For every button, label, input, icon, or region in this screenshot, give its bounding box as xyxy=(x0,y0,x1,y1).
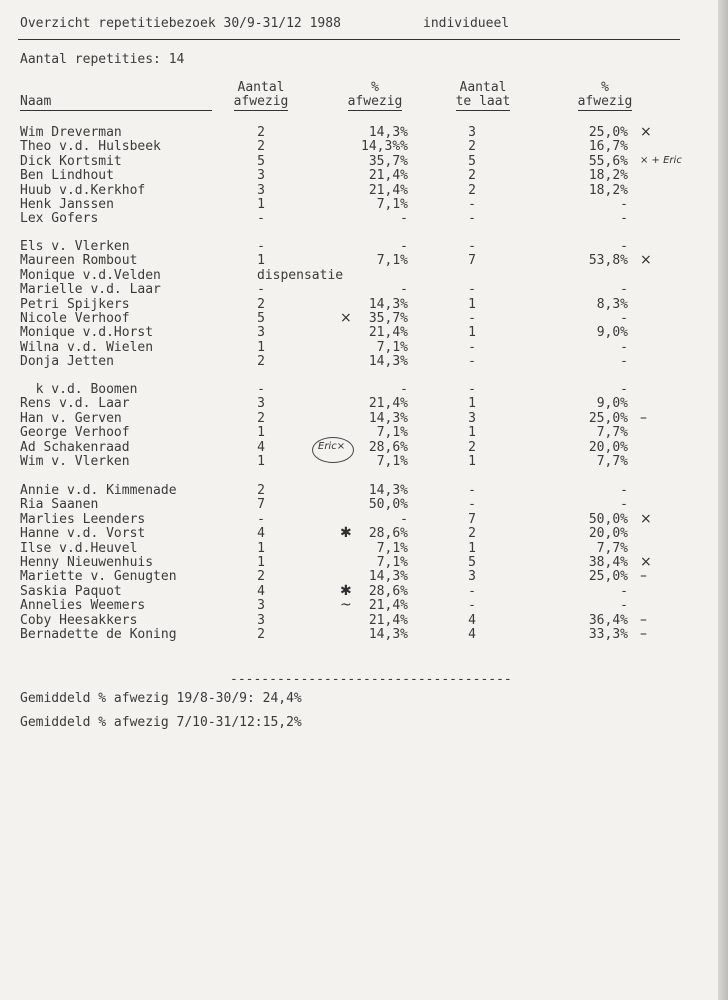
absent-count: 2 xyxy=(257,569,265,584)
absent-percent: 21,4% xyxy=(368,183,408,198)
absent-percent: 21,4% xyxy=(368,325,408,340)
late-percent: - xyxy=(620,340,628,355)
absent-count: 3 xyxy=(257,598,265,613)
late-percent: - xyxy=(620,197,628,212)
absent-percent: 7,1% xyxy=(376,541,408,556)
absent-percent: 14,3% xyxy=(368,483,408,498)
absent-count: - xyxy=(257,512,265,527)
absent-count: 3 xyxy=(257,183,265,198)
late-count: - xyxy=(468,354,476,369)
handwritten-mark: – xyxy=(640,410,647,426)
column-header-naam: Naam xyxy=(20,95,212,111)
absent-percent: - xyxy=(400,282,408,297)
late-percent: 8,3% xyxy=(596,297,628,312)
late-count: - xyxy=(468,197,476,212)
absent-count: 5 xyxy=(257,311,265,326)
handwritten-circle xyxy=(312,437,354,463)
late-percent: - xyxy=(620,354,628,369)
absent-count: 3 xyxy=(257,613,265,628)
absent-percent: 14,3% xyxy=(368,125,408,140)
late-percent: 38,4% xyxy=(588,555,628,570)
absent-count: 1 xyxy=(257,454,265,469)
late-count: 2 xyxy=(468,526,476,541)
column-header-aantal-afwezig-1: Aantal xyxy=(237,80,285,95)
absent-count: 1 xyxy=(257,197,265,212)
member-name: Donja Jetten xyxy=(20,354,114,369)
late-percent: - xyxy=(620,311,628,326)
late-count: - xyxy=(468,483,476,498)
member-name: Coby Heesakkers xyxy=(20,613,138,628)
handwritten-mark: × xyxy=(340,310,352,326)
column-header-pct-afwezig-1: % xyxy=(371,80,379,95)
absent-percent: - xyxy=(400,211,408,226)
late-count: 1 xyxy=(468,454,476,469)
absent-percent: 7,1% xyxy=(376,340,408,355)
absent-count: 7 xyxy=(257,497,265,512)
member-name: Saskia Paquot xyxy=(20,584,122,599)
absent-percent: - xyxy=(400,512,408,527)
footer-average-1: Gemiddeld % afwezig 19/8-30/9: 24,4% xyxy=(20,691,302,706)
late-count: - xyxy=(468,211,476,226)
late-percent: 9,0% xyxy=(596,325,628,340)
column-header-aantal-te-laat-1: Aantal xyxy=(459,80,507,95)
member-name: Ilse v.d.Heuvel xyxy=(20,541,138,556)
handwritten-mark: Eric× xyxy=(318,441,346,452)
late-count: 4 xyxy=(468,627,476,642)
absent-percent: 7,1% xyxy=(376,253,408,268)
member-name: Bernadette de Koning xyxy=(20,627,177,642)
handwritten-mark: – xyxy=(640,568,647,584)
footer-average-2: Gemiddeld % afwezig 7/10-31/12:15,2% xyxy=(20,715,302,730)
late-count: - xyxy=(468,382,476,397)
member-name: Ben Lindhout xyxy=(20,168,114,183)
member-name: Mariette v. Genugten xyxy=(20,569,177,584)
late-percent: 18,2% xyxy=(588,168,628,183)
column-header-pct-te-laat-2: afwezig xyxy=(577,94,633,109)
member-name: Han v. Gerven xyxy=(20,411,122,426)
absent-count: 2 xyxy=(257,139,265,154)
member-name: Els v. Vlerken xyxy=(20,239,130,254)
column-header-pct-te-laat-1: % xyxy=(601,80,609,95)
absent-percent: 35,7% xyxy=(368,154,408,169)
handwritten-mark: ~ xyxy=(340,597,352,613)
member-name: Ad Schakenraad xyxy=(20,440,130,455)
absent-count: 2 xyxy=(257,411,265,426)
absent-count: - xyxy=(257,239,265,254)
absent-count: 1 xyxy=(257,425,265,440)
column-header-aantal-te-laat-2: te laat xyxy=(455,94,511,109)
late-percent: 25,0% xyxy=(588,411,628,426)
handwritten-mark: × xyxy=(640,511,652,527)
absent-count: 3 xyxy=(257,168,265,183)
member-name: k v.d. Boomen xyxy=(20,382,138,397)
late-count: 3 xyxy=(468,569,476,584)
handwritten-mark: × xyxy=(640,124,652,140)
absent-count: 2 xyxy=(257,125,265,140)
absent-percent: 14,3%% xyxy=(361,139,408,154)
absent-percent: 14,3% xyxy=(368,411,408,426)
member-name: Annelies Weemers xyxy=(20,598,146,613)
column-header-aantal-afwezig-2: afwezig xyxy=(233,94,289,109)
member-name: Dick Kortsmit xyxy=(20,154,122,169)
member-name: Annie v.d. Kimmenade xyxy=(20,483,177,498)
late-count: 1 xyxy=(468,325,476,340)
member-name: Hanne v.d. Vorst xyxy=(20,526,146,541)
scan-page-edge xyxy=(718,0,728,1000)
absent-count: 1 xyxy=(257,541,265,556)
absent-percent: 35,7% xyxy=(368,311,408,326)
handwritten-mark: × xyxy=(640,252,652,268)
member-name: Wim v. Vlerken xyxy=(20,454,130,469)
late-count: 3 xyxy=(468,125,476,140)
late-count: 1 xyxy=(468,297,476,312)
late-count: - xyxy=(468,598,476,613)
late-count: - xyxy=(468,311,476,326)
absent-count: 1 xyxy=(257,340,265,355)
late-count: 7 xyxy=(468,253,476,268)
late-percent: 7,7% xyxy=(596,425,628,440)
absent-count: - xyxy=(257,382,265,397)
late-percent: 36,4% xyxy=(588,613,628,628)
absent-percent: 7,1% xyxy=(376,197,408,212)
member-name: Henny Nieuwenhuis xyxy=(20,555,154,570)
absent-percent: 7,1% xyxy=(376,555,408,570)
absent-count: 1 xyxy=(257,555,265,570)
late-percent: 33,3% xyxy=(588,627,628,642)
handwritten-mark: – xyxy=(640,626,647,642)
absent-percent: - xyxy=(400,382,408,397)
absent-percent: 14,3% xyxy=(368,627,408,642)
handwritten-mark: × xyxy=(640,554,652,570)
late-percent: - xyxy=(620,211,628,226)
late-count: 2 xyxy=(468,168,476,183)
absent-count: 4 xyxy=(257,526,265,541)
absent-count: - xyxy=(257,211,265,226)
late-percent: - xyxy=(620,382,628,397)
absent-count: 1 xyxy=(257,253,265,268)
absent-percent: 7,1% xyxy=(376,454,408,469)
absent-count: 2 xyxy=(257,354,265,369)
member-name: Monique v.d.Horst xyxy=(20,325,154,340)
member-name: Henk Janssen xyxy=(20,197,114,212)
late-percent: 50,0% xyxy=(588,512,628,527)
late-percent: - xyxy=(620,584,628,599)
member-name: Nicole Verhoof xyxy=(20,311,130,326)
late-percent: 18,2% xyxy=(588,183,628,198)
handwritten-mark: – xyxy=(640,612,647,628)
late-percent: 9,0% xyxy=(596,396,628,411)
late-count: 2 xyxy=(468,139,476,154)
late-percent: 53,8% xyxy=(588,253,628,268)
member-name: Marielle v.d. Laar xyxy=(20,282,161,297)
header-rule xyxy=(18,39,680,40)
absent-count: 3 xyxy=(257,396,265,411)
late-percent: 25,0% xyxy=(588,569,628,584)
late-percent: 20,0% xyxy=(588,440,628,455)
late-percent: - xyxy=(620,497,628,512)
absent-percent: 21,4% xyxy=(368,168,408,183)
late-percent: 16,7% xyxy=(588,139,628,154)
member-name: Marlies Leenders xyxy=(20,512,146,527)
member-name: Ria Saanen xyxy=(20,497,99,512)
absent-percent: 14,3% xyxy=(368,297,408,312)
late-percent: - xyxy=(620,282,628,297)
late-count: - xyxy=(468,282,476,297)
handwritten-mark: × + Eric xyxy=(640,155,682,166)
absent-count: - xyxy=(257,282,265,297)
member-name: Wilna v.d. Wielen xyxy=(20,340,154,355)
column-header-pct-afwezig-2: afwezig xyxy=(347,94,403,109)
absent-percent: 28,6% xyxy=(368,440,408,455)
absent-count: 5 xyxy=(257,154,265,169)
late-percent: - xyxy=(620,239,628,254)
late-count: 4 xyxy=(468,613,476,628)
late-percent: - xyxy=(620,598,628,613)
late-count: 1 xyxy=(468,425,476,440)
absent-percent: 21,4% xyxy=(368,613,408,628)
absent-percent: 14,3% xyxy=(368,354,408,369)
rehearsal-count: Aantal repetities: 14 xyxy=(20,52,185,67)
absent-percent: - xyxy=(400,239,408,254)
absent-count: dispensatie xyxy=(257,268,344,283)
absent-count: 2 xyxy=(257,297,265,312)
late-percent: 7,7% xyxy=(596,541,628,556)
absent-count: 4 xyxy=(257,440,265,455)
member-name: Lex Gofers xyxy=(20,211,99,226)
late-percent: 7,7% xyxy=(596,454,628,469)
document-subtitle: individueel xyxy=(423,16,510,31)
document-title: Overzicht repetitiebezoek 30/9-31/12 1988 xyxy=(20,16,341,31)
late-count: 1 xyxy=(468,396,476,411)
absent-count: 4 xyxy=(257,584,265,599)
absent-count: 2 xyxy=(257,483,265,498)
late-count: 5 xyxy=(468,555,476,570)
late-count: 2 xyxy=(468,183,476,198)
absent-percent: 28,6% xyxy=(368,526,408,541)
late-count: - xyxy=(468,340,476,355)
member-name: Maureen Rombout xyxy=(20,253,138,268)
absent-count: 2 xyxy=(257,627,265,642)
member-name: Wim Dreverman xyxy=(20,125,122,140)
absent-count: 3 xyxy=(257,325,265,340)
separator-line: ------------------------------------ xyxy=(230,672,512,687)
absent-percent: 21,4% xyxy=(368,396,408,411)
absent-percent: 7,1% xyxy=(376,425,408,440)
handwritten-mark: ✱ xyxy=(340,525,352,541)
late-count: 5 xyxy=(468,154,476,169)
absent-percent: 28,6% xyxy=(368,584,408,599)
late-percent: - xyxy=(620,483,628,498)
late-count: 1 xyxy=(468,541,476,556)
late-percent: 25,0% xyxy=(588,125,628,140)
late-count: 2 xyxy=(468,440,476,455)
member-name: Huub v.d.Kerkhof xyxy=(20,183,146,198)
member-name: Theo v.d. Hulsbeek xyxy=(20,139,161,154)
member-name: Monique v.d.Velden xyxy=(20,268,161,283)
late-count: - xyxy=(468,239,476,254)
member-name: George Verhoof xyxy=(20,425,130,440)
member-name: Petri Spijkers xyxy=(20,297,130,312)
absent-percent: 21,4% xyxy=(368,598,408,613)
late-count: 7 xyxy=(468,512,476,527)
late-count: 3 xyxy=(468,411,476,426)
handwritten-mark: ✱ xyxy=(340,583,352,599)
member-name: Rens v.d. Laar xyxy=(20,396,130,411)
absent-percent: 14,3% xyxy=(368,569,408,584)
late-count: - xyxy=(468,584,476,599)
absent-percent: 50,0% xyxy=(368,497,408,512)
late-percent: 55,6% xyxy=(588,154,628,169)
late-percent: 20,0% xyxy=(588,526,628,541)
late-count: - xyxy=(468,497,476,512)
